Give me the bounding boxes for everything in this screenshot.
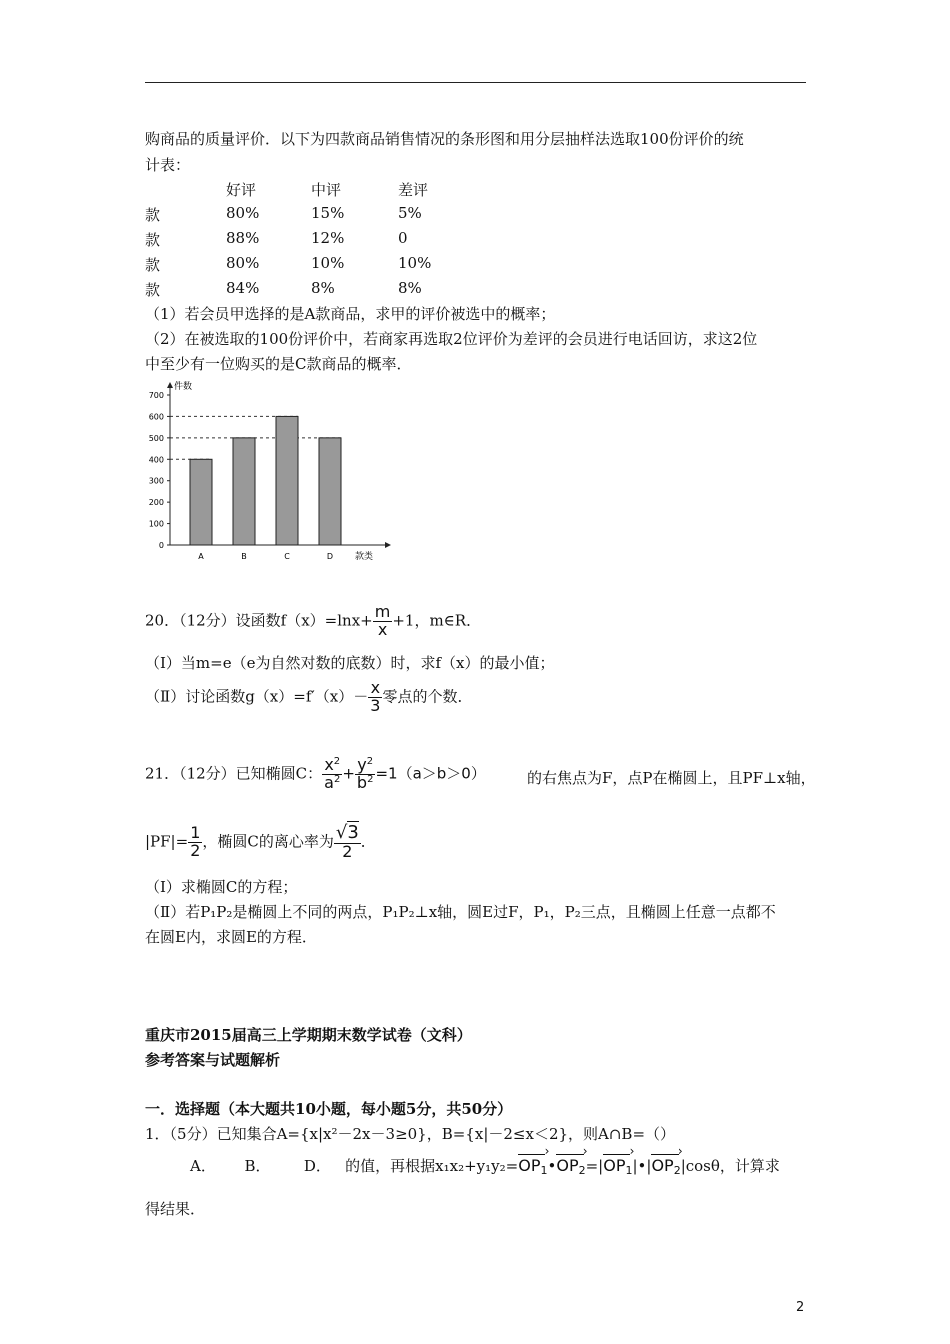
table-cell: 8% xyxy=(311,279,335,297)
q20-frac-num: m xyxy=(374,602,391,621)
bar xyxy=(190,459,212,545)
table-row-label: 款 xyxy=(145,281,161,299)
answer-q1-options: A． B． D． 的值，再根据 xyxy=(190,1157,436,1175)
answer-q1: 1．（5分）已知集合A={x|x²－2x－3≥0}，B={x|－2≤x＜2}，则A∩B=（） xyxy=(145,1125,676,1143)
y-axis-label: 件数 xyxy=(174,382,193,392)
table-cell: 8% xyxy=(398,279,422,297)
q21-part2-line1: （Ⅱ）若P₁P₂是椭圆上不同的两点，P₁P₂⊥x轴，圆E过F，P₁，P₂三点，且椭圆上任意一点都不 xyxy=(145,903,776,921)
q21-pf-den: 2 xyxy=(190,840,201,860)
vector-op2-abs: $OP_2$ › xyxy=(651,1152,680,1177)
table-cell: 10% xyxy=(311,254,345,272)
table-cell: 5% xyxy=(398,204,422,222)
q21-ecc-fraction xyxy=(334,824,361,861)
answer-q1-formula-pre: x₁x₂+y₁y₂= xyxy=(435,1157,519,1175)
q21-y-fraction xyxy=(355,757,376,792)
q20-part2 xyxy=(145,680,472,715)
q20-part2-pre: （Ⅱ）讨论函数g（x）=f′（x）－ xyxy=(145,687,369,706)
q21-x-den: $a^2$ xyxy=(324,772,341,792)
q21-eq-post: =1（a＞b＞0） xyxy=(375,764,486,783)
q21-ecc-den: 2 xyxy=(342,841,353,861)
bar xyxy=(276,416,298,545)
q19-part1: （1）若会员甲选择的是A款商品，求甲的评价被选中的概率； xyxy=(145,305,556,323)
q21-x-num: $x^2$ xyxy=(322,757,342,775)
q21-pf-line: |PF|= $\frac{1}{2}$ ，椭圆C的离心率为 $\frac{√3}{2}$ ． xyxy=(145,822,376,861)
x-axis-arrow xyxy=(385,542,391,548)
y-tick-label: 0 xyxy=(158,541,164,550)
table-cell: 88% xyxy=(226,229,260,247)
answer-q1-formula-post: |cosθ，计算求 xyxy=(680,1157,780,1175)
table-cell: 0 xyxy=(398,229,408,247)
q21-ecc-num: √3 xyxy=(335,822,359,843)
section-heading: 一．选择题（本大题共10小题，每小题5分，共50分） xyxy=(145,1100,513,1118)
bar xyxy=(233,438,255,545)
q21-part1: （Ⅰ）求椭圆C的方程； xyxy=(145,878,298,896)
q21-part2-line2: 在圆E内，求圆E的方程． xyxy=(145,928,317,946)
q21-y-den: $b^2$ xyxy=(356,772,374,792)
q21-x-fraction xyxy=(322,757,342,792)
page-number: 2 xyxy=(796,1300,805,1315)
bar xyxy=(319,438,341,545)
bar-chart xyxy=(140,380,400,565)
q20-stem-pre: 20．（12分）设函数f（x）=lnx+ xyxy=(145,611,373,630)
q20-fraction xyxy=(373,604,393,639)
y-tick-label: 100 xyxy=(148,519,164,529)
intro-line-2: 计表： xyxy=(145,156,191,174)
q20-part2-num: x xyxy=(368,680,382,698)
x-tick-label: D xyxy=(326,552,334,561)
q21-pf-fraction xyxy=(188,825,202,860)
answer-q1-line2: A． B． D． 的值，再根据$x_1x_2+y_1y_2=OP_1$ $›•OP_2$ $›=|OP_1$ $›|•|OP_2$ ›|cosθ，计算求 xyxy=(190,1152,780,1177)
y-tick-label: 600 xyxy=(148,412,164,422)
q21-pf-num: 1 xyxy=(190,823,201,843)
answer-q1-cont: 得结果． xyxy=(145,1200,206,1218)
q20-stem-post: +1，m∈R． xyxy=(392,611,482,630)
table-cell: 80% xyxy=(226,204,260,222)
table-cell: 84% xyxy=(226,279,260,297)
x-tick-label: C xyxy=(284,552,290,561)
vector-op2: $OP_2$ › xyxy=(556,1152,585,1177)
q20-frac-den: x xyxy=(377,619,388,639)
q20-part2-post: 零点的个数． xyxy=(382,687,473,706)
vector-op1-abs: $OP_1$ › xyxy=(603,1152,632,1177)
y-tick-label: 400 xyxy=(148,455,164,465)
table-row-label: 款 xyxy=(145,256,161,274)
table-cell: 15% xyxy=(311,204,345,222)
q21-ecc-text: ，椭圆C的离心率为 xyxy=(202,832,334,851)
header-rule xyxy=(145,82,806,83)
q19-part2-line1: （2）在被选取的100份评价中，若商家再选取2位评价为差评的会员进行电话回访，求这2位 xyxy=(145,330,758,348)
vector-op1: $OP_1$ › xyxy=(518,1152,547,1177)
q19-part2-line2: 中至少有一位购买的是C款商品的概率． xyxy=(145,355,412,373)
q20-part2-den: 3 xyxy=(370,695,381,715)
q21-y-num: $y^2$ xyxy=(355,757,376,775)
y-tick-label: 700 xyxy=(148,391,164,400)
q20-part1: （Ⅰ）当m=e（e为自然对数的底数）时，求f（x）的最小值； xyxy=(145,654,555,672)
y-tick-label: 500 xyxy=(148,433,164,443)
table-header-mid: 中评 xyxy=(311,181,342,199)
table-header-bad: 差评 xyxy=(398,181,429,199)
table-row-label: 款 xyxy=(145,231,161,249)
y-tick-label: 300 xyxy=(148,476,164,486)
x-axis-label: 款类 xyxy=(355,552,374,562)
table-header-good: 好评 xyxy=(226,181,257,199)
q21-stem: 21．（12分）已知椭圆C： $\frac{x^2}{a^2}$ + $\frac{y^2}{b^2}$ =1（a＞b＞0） xyxy=(145,755,486,792)
table-cell: 10% xyxy=(398,254,432,272)
q21-stem-post: 的右焦点为F，点P在椭圆上，且PF⊥x轴， xyxy=(527,769,816,787)
answer-subtitle: 参考答案与试题解析 xyxy=(145,1051,281,1069)
y-tick-label: 200 xyxy=(148,498,164,508)
table-cell: 80% xyxy=(226,254,260,272)
y-axis-arrow xyxy=(167,382,173,388)
table-cell: 12% xyxy=(311,229,345,247)
x-tick-label: B xyxy=(241,552,247,561)
q21-stem-pre: 21．（12分）已知椭圆C： xyxy=(145,764,323,783)
intro-line-1: 购商品的质量评价．以下为四款商品销售情况的条形图和用分层抽样法选取100份评价的统 xyxy=(145,130,744,148)
table-row-label: 款 xyxy=(145,206,161,224)
q20-part2-fraction xyxy=(368,680,382,715)
q20-stem xyxy=(145,604,481,639)
q21-pf-pre: |PF|= xyxy=(145,832,189,851)
x-tick-label: A xyxy=(198,552,204,561)
answer-title: 重庆市2015届高三上学期期末数学试卷（文科） xyxy=(145,1026,472,1044)
